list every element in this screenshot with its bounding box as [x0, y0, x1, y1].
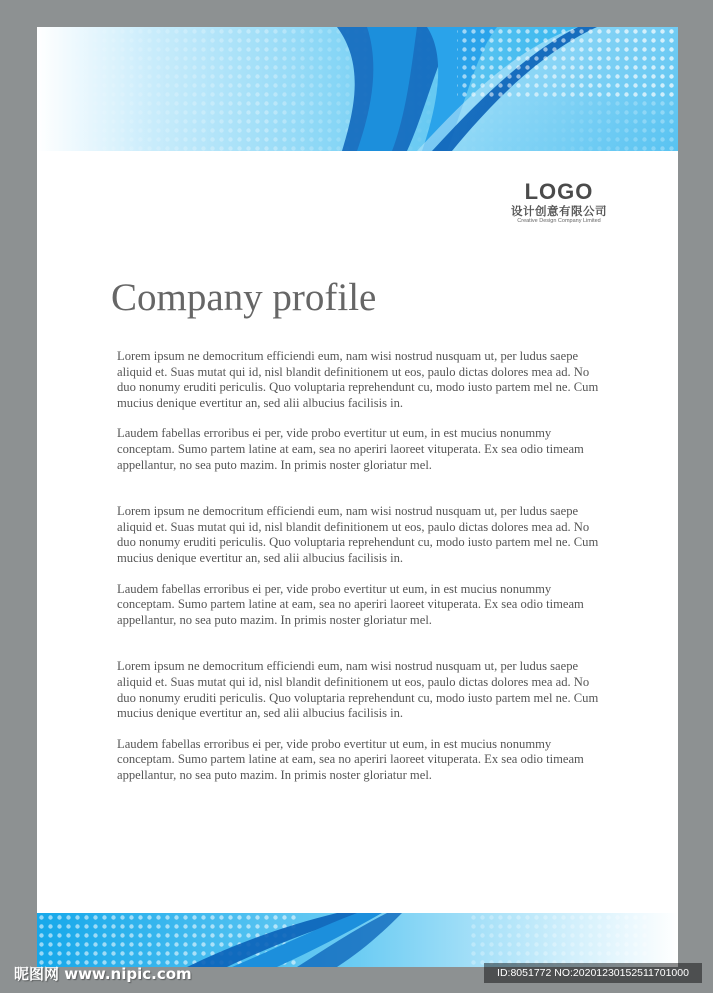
paragraph: Lorem ipsum ne democritum efficiendi eum, nam wisi nostrud nusquam ut, per ludus saepe aliquid et. Suas mutat qui id, nisl blandit definitionem ut eos, paulo dictas dolores mea ad. No duo nonumy eruditi periculis. Quo voluptaria reprehendunt cu, modo iusto partem mel ne. Cum mucius denique evertitur an, sed alii albucius facilisis in.: [117, 349, 599, 410]
footer-dot-pattern-right: [467, 913, 647, 967]
watermark-site: 昵图网 www.nipic.com: [14, 965, 192, 983]
logo-chinese-name: 设计创意有限公司: [511, 204, 607, 218]
header-dot-overlay: [457, 27, 678, 97]
paragraph: Laudem fabellas erroribus ei per, vide probo evertitur ut eum, in est mucius nonummy conceptam. Sumo partem latine at eam, sea no aperiri laoreet vituperata. Ex sea odio timeam appellantur, no sea puto mazim. In primis noster gloriatur mel.: [117, 426, 584, 472]
logo-english-name: Creative Design Company Limited: [517, 218, 601, 224]
paragraph: Lorem ipsum ne democritum efficiendi eum, nam wisi nostrud nusquam ut, per ludus saepe aliquid et. Suas mutat qui id, nisl blandit definitionem ut eos, paulo dictas dolores mea ad. No duo nonumy eruditi periculis. Quo voluptaria reprehendunt cu, modo iusto partem mel ne. Cum mucius denique evertitur an, sed alii albucius facilisis in.: [117, 504, 599, 565]
paragraph: Laudem fabellas erroribus ei per, vide probo evertitur ut eum, in est mucius nonummy conceptam. Sumo partem latine at eam, sea no aperiri laoreet vituperata. Ex sea odio timeam appellantur, no sea puto mazim. In primis noster gloriatur mel.: [117, 736, 584, 782]
body-text: [117, 349, 607, 783]
letterhead-page: [37, 27, 678, 967]
page-title: Company profile: [111, 276, 377, 319]
header-wave-band: [37, 27, 678, 151]
paragraph: Laudem fabellas erroribus ei per, vide probo evertitur ut eum, in est mucius nonummy conceptam. Sumo partem latine at eam, sea no aperiri laoreet vituperata. Ex sea odio timeam appellantur, no sea puto mazim. In primis noster gloriatur mel.: [117, 581, 584, 627]
paragraph: Lorem ipsum ne democritum efficiendi eum, nam wisi nostrud nusquam ut, per ludus saepe aliquid et. Suas mutat qui id, nisl blandit definitionem ut eos, paulo dictas dolores mea ad. No duo nonumy eruditi periculis. Quo voluptaria reprehendunt cu, modo iusto partem mel ne. Cum mucius denique evertitur an, sed alii albucius facilisis in.: [117, 659, 599, 721]
watermark-id: ID:8051772 NO:20201230152511701000: [484, 963, 702, 983]
footer-wave-band: [37, 913, 678, 967]
logo-wordmark: LOGO: [524, 179, 594, 204]
company-logo: [497, 180, 621, 225]
